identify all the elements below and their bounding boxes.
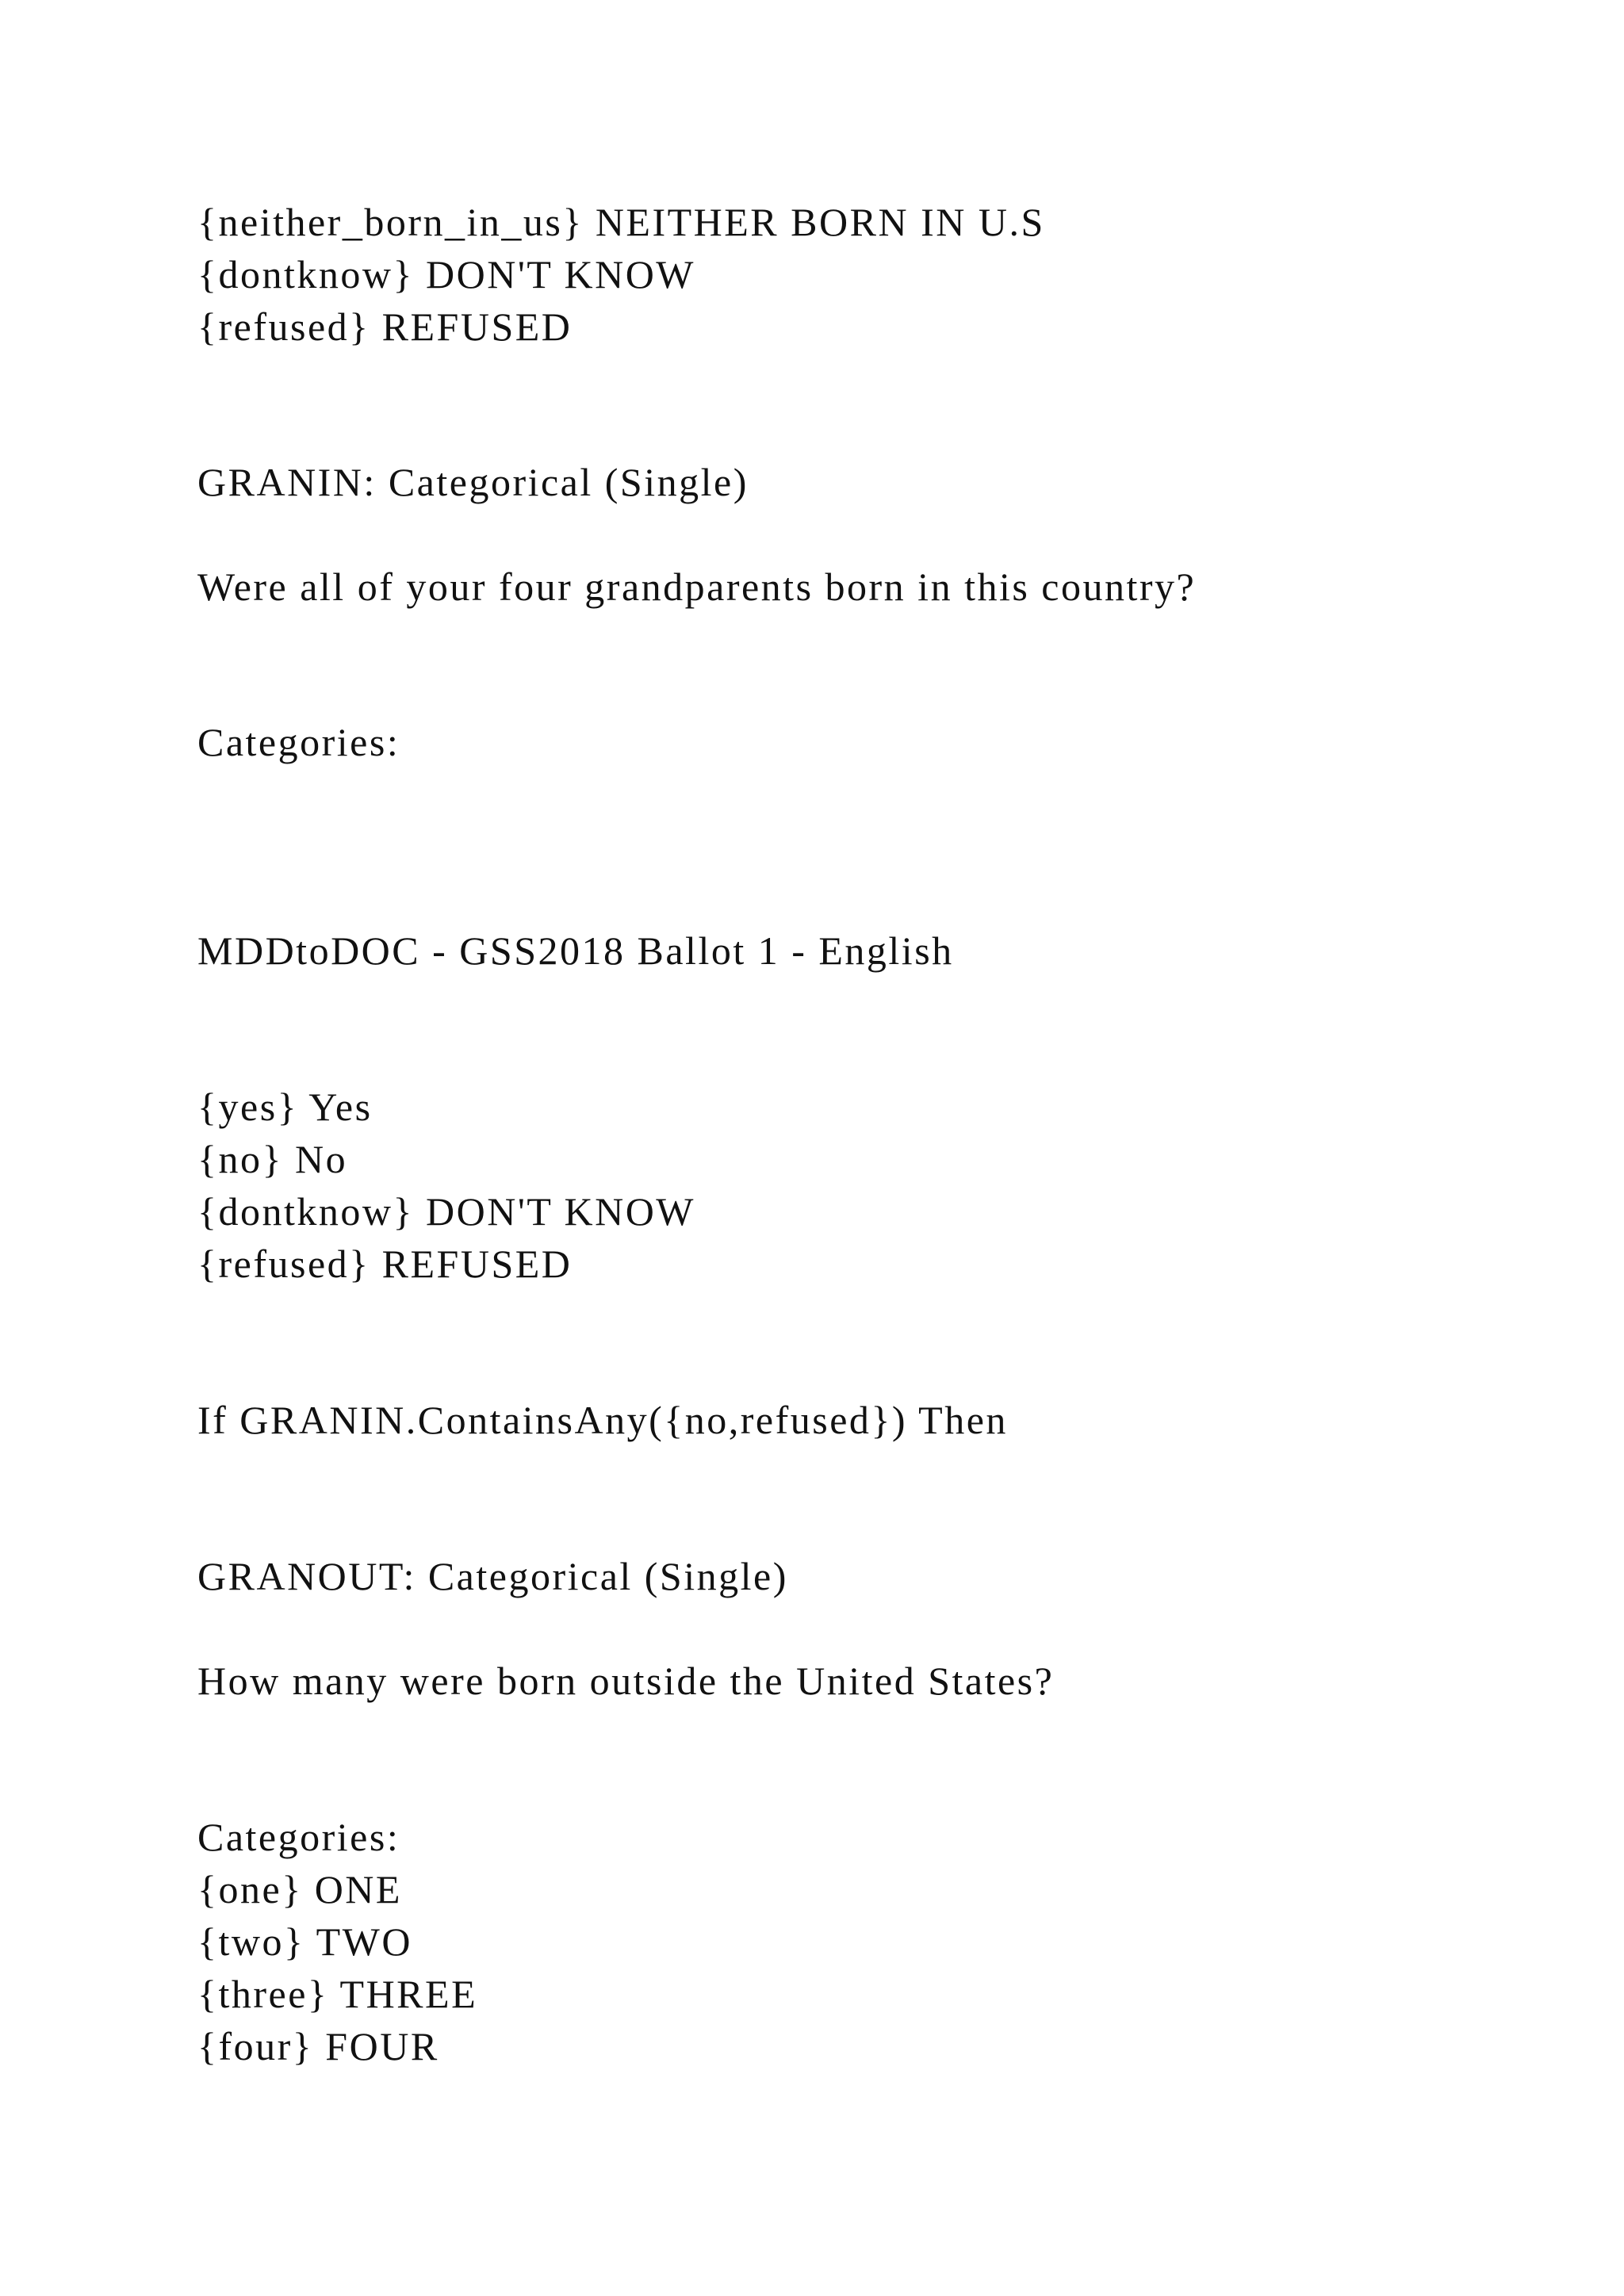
category-option: {neither_born_in_us} NEITHER BORN IN U.S (197, 200, 1045, 244)
category-option: {no} No (197, 1137, 348, 1181)
category-option: {yes} Yes (197, 1085, 373, 1129)
granin-categories-label: Categories: (197, 720, 400, 764)
granout-categories-label: Categories: (197, 1815, 400, 1859)
category-option: {dontknow} DON'T KNOW (197, 1189, 695, 1234)
category-option: {three} THREE (197, 1972, 478, 2016)
granout-heading: GRANOUT: Categorical (Single) (197, 1554, 788, 1598)
granin-heading: GRANIN: Categorical (Single) (197, 460, 749, 504)
document-footer: MDDtoDOC - GSS2018 Ballot 1 - English (197, 928, 954, 973)
category-option: {refused} REFUSED (197, 1242, 573, 1286)
granin-question: Were all of your four grandparents born in this country? (197, 564, 1197, 609)
granout-question: How many were born outside the United States? (197, 1659, 1055, 1703)
category-option: {refused} REFUSED (197, 304, 573, 349)
category-option: {one} ONE (197, 1867, 402, 1911)
category-option: {two} TWO (197, 1919, 412, 1964)
condition-statement: If GRANIN.ContainsAny({no,refused}) Then (197, 1398, 1008, 1442)
category-option: {dontknow} DON'T KNOW (197, 252, 695, 297)
category-option: {four} FOUR (197, 2024, 439, 2068)
